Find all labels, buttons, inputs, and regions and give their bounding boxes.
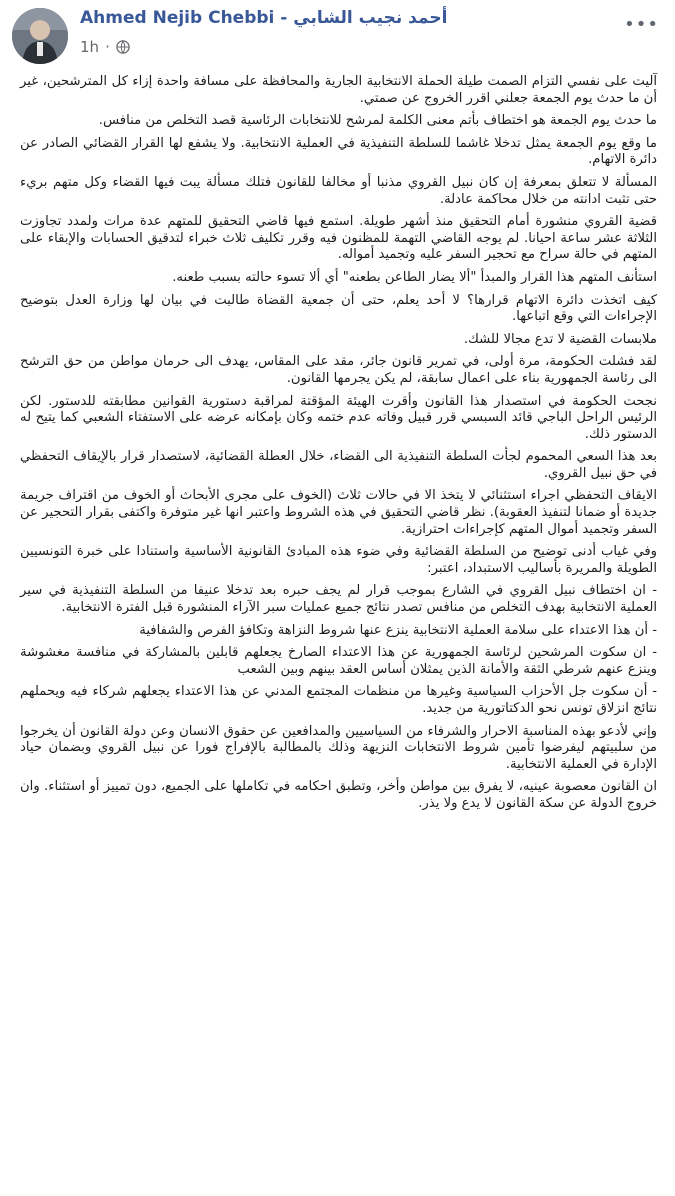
post-body xyxy=(20,74,657,819)
post-header xyxy=(0,0,675,62)
post-paragraph: بعد هذا السعي المحموم لجأت السلطة التنفيذية الى القضاء، خلال العطلة القضائية، لاستصدار قرار بالإيقاف التحفظي في حق نبيل القروي. xyxy=(20,449,657,481)
post-paragraph: المسألة لا تتعلق بمعرفة إن كان نبيل القروي مذنبا أو مخالفا للقانون فتلك مسألة يبت فيها القضاء وكل متهم بريء حتى تثبت ادانته من خلال محاكمة عادلة. xyxy=(20,174,657,207)
post-paragraph: ما وقع يوم الجمعة يمثل تدخلا غاشما للسلطة التنفيذية في العملية الانتخابية. ولا يشفع لها القرار القضائي الصادر عن دائرة الاتهام. xyxy=(20,135,657,168)
post-paragraph: - ان سكوت المرشحين لرئاسة الجمهورية عن هذا الاعتداء الصارخ يجعلهم قابلين بالمشاركة في منافسة مغشوشة وينزع عنهم شرطي الثقة والأمانة الذين يمثلان أساس العقد بينهم وبين الشعب xyxy=(20,645,657,677)
author-name[interactable]: Ahmed Nejib Chebbi - أحمد نجيب الشابي xyxy=(80,8,448,28)
post-paragraph: لقد فشلت الحكومة، مرة أولى، في تمرير قانون جائر، مقد على المقاس، يهدف الى حرمان مواطن من حق الترشح الى رئاسة الجمهورية بناء على اعمال سابقة، لم يكن يجرمها القانون. xyxy=(20,354,657,386)
avatar-photo xyxy=(12,8,68,64)
post-paragraph: نجحت الحكومة في استصدار هذا القانون وأقرت الهيئة المؤقتة لمراقبة دستورية القوانين مطابقته للدستور. لكن الرئيس الراحل الباجي قائد السبسي قرر قبيل وفاته عدم ختمه وكان بإمكانه عرضه على الاستفتاء الشعبي كما يتيح له الدستور ذلك. xyxy=(20,393,657,442)
more-horizontal-icon: ••• xyxy=(624,14,659,35)
author-avatar[interactable] xyxy=(12,8,68,64)
post-paragraph: وإني لأدعو بهذه المناسبة الاحرار والشرفاء من السياسيين والمدافعين عن حقوق الانسان وعن دولة القانون أن يخرجوا من سلبيتهم ليفرضوا تأمين شروط الانتخابات النزيهة وذلك بالمطالبة بالإفراج فورا عن نبيل القروي وبضمان حياد الإدارة في العملية الانتخابية. xyxy=(20,723,657,772)
post-paragraph: استأنف المتهم هذا القرار والمبدأ "ألا يضار الطاعن بطعنه" أي ألا تسوء حالته بسبب طعنه. xyxy=(172,269,657,285)
post-paragraph: ما حدث يوم الجمعة هو اختطاف بأتم معنى الكلمة لمرشح للانتخابات الرئاسية قصد التخلص من منافس. xyxy=(98,113,657,129)
post-paragraph: - أن هذا الاعتداء على سلامة العملية الانتخابية ينزع عنها شروط النزاهة وتكافؤ الفرص والشفافية xyxy=(139,622,657,638)
post-paragraph: قضية القروي منشورة أمام التحقيق منذ أشهر طويلة. استمع فيها قاضي التحقيق للمتهم عدة مرات ولمدد تجاوزت الثلاثة عشر ساعة احيانا. لم يوجه القاضي التهمة للمظنون فيه وقرر تكليف ثلاث خبراء لتدقيق الحسابات والإبقاء على المتهم في حالة سراح مع تحجير السفر عليه وتجميد أمواله. xyxy=(20,214,657,263)
post-paragraph: ان القانون معصوبة عينيه، لا يفرق بين مواطن وأخر، وتطبق احكامه في تكاملها على الجميع، دون تمييز أو استثناء. وان خروج الدولة عن سكة القانون لا يدع ولا يذر. xyxy=(20,779,657,811)
post-paragraph: - ان اختطاف نبيل القروي في الشارع بموجب قرار لم يجف حبره بعد تدخلا عنيفا من السلطة التنفيذية في سير العملية الانتخابية بهدف التخلص من منافس تصدر نتائج جميع عمليات سبر الآراء المنشورة قبل الفترة الانتخابية. xyxy=(20,583,657,616)
more-options-button[interactable] xyxy=(624,14,659,35)
post-paragraph: ملابسات القضية لا تدع مجالا للشك. xyxy=(463,331,657,347)
separator-dot: · xyxy=(105,38,110,56)
globe-icon xyxy=(116,40,130,54)
post-paragraph: وفي غياب أدنى توضيح من السلطة القضائية وفي ضوء هذه المبادئ القانونية الأساسية واستنادا على خبرة التونسيين الطويلة والمريرة بأساليب الاستبداد، اعتبر: xyxy=(20,544,657,576)
post-paragraph: الايقاف التحفظي اجراء استثنائي لا يتخذ الا في حالات ثلاث (الخوف على مجرى الأبحاث أو الخوف من اقتراف جريمة جديدة أو ضمانا لتنفيذ العقوبة). نظر قاضي التحقيق في هذه الشروط واعتبر انها غير متوفرة واكتفى بقرار التحجير عن السفر وتجميد أموال المتهم كإجراءات احترازية. xyxy=(20,488,657,537)
post-paragraph: آليت على نفسي التزام الصمت طيلة الحملة الانتخابية الجارية والمحافظة على مسافة واحدة إزاء كل المترشحين، غير أن ما حدث يوم الجمعة جعلني اقرر الخروج عن صمتي. xyxy=(20,74,657,106)
post-paragraph: - أن سكوت جل الأحزاب السياسية وغيرها من منظمات المجتمع المدني عن هذا الاعتداء يجعلهم شركاء فيه ويحملهم نتائج انزلاق تونس نحو الدكتاتورية من جديد. xyxy=(20,684,657,716)
post-time[interactable]: 1h xyxy=(80,38,100,56)
post-meta xyxy=(80,38,130,56)
post-paragraph: كيف اتخذت دائرة الاتهام قرارها؟ لا أحد يعلم، حتى أن جمعية القضاة طالبت في بيان لها وزارة العدل بتوضيح الإجراءات التي وقع اتباعها. xyxy=(20,292,657,325)
